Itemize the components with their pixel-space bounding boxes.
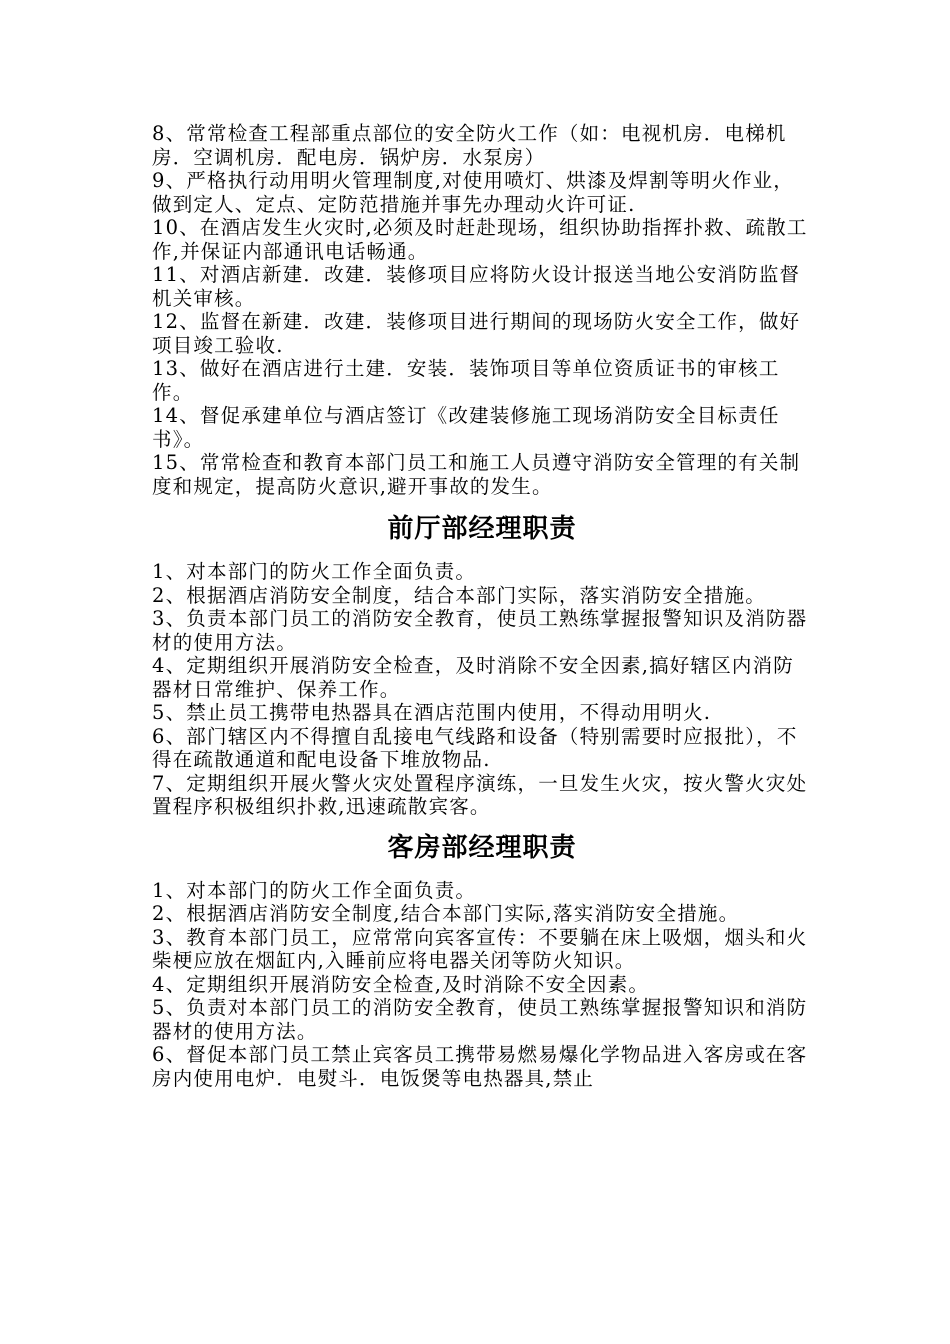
housekeeping-manager-section: [152, 831, 812, 1091]
document-page: [152, 122, 812, 1090]
duty-item: 6、部门辖区内不得擅自乱接电气线路和设备（特别需要时应报批），不得在疏散通道和配电设备下堆放物品.: [152, 724, 798, 771]
duty-item: 8、常常检查工程部重点部位的安全防火工作（如：电视机房．电梯机房．空调机房．配电房．锅炉房．水泵房）: [152, 122, 787, 169]
duty-item: 2、根据酒店消防安全制度,结合本部门实际,落实消防安全措施。: [152, 902, 740, 925]
section-heading: 前厅部经理职责: [387, 514, 577, 544]
engineering-duties-continued: [152, 122, 812, 498]
section-heading: 客房部经理职责: [387, 832, 577, 863]
duty-item: 13、做好在酒店进行土建．安装．装饰项目等单位资质证书的审核工作。: [152, 357, 780, 404]
duty-item: 5、禁止员工携带电热器具在酒店范围内使用，不得动用明火.: [152, 701, 712, 724]
duty-item: 3、教育本部门员工，应常常向宾客宣传：不要躺在床上吸烟，烟头和火柴梗应放在烟缸内,入睡前应将电器关闭等防火知识。: [152, 925, 808, 972]
duty-item: 2、根据酒店消防安全制度，结合本部门实际，落实消防安全措施。: [152, 583, 766, 607]
duty-item: 9、严格执行动用明火管理制度,对使用喷灯、烘漆及焊割等明火作业，做到定人、定点、定防范措施并事先办理动火许可证.: [152, 169, 795, 216]
duty-item: 12、监督在新建．改建．装修项目进行期间的现场防火安全工作，做好项目竣工验收.: [152, 310, 801, 357]
duty-item: 15、常常检查和教育本部门员工和施工人员遵守消防安全管理的有关制度和规定，提高防火意识,避开事故的发生。: [152, 451, 801, 498]
duty-item: 11、对酒店新建．改建．装修项目应将防火设计报送当地公安消防监督机关审核。: [152, 263, 801, 310]
duty-item: 4、定期组织开展消防安全检查，及时消除不安全因素,搞好辖区内消防器材日常维护、保养工作。: [152, 654, 795, 701]
duty-item: 5、负责对本部门员工的消防安全教育，使员工熟练掌握报警知识和消防器材的使用方法。: [152, 996, 808, 1043]
front-office-manager-section: [152, 512, 812, 819]
duty-item: 1、对本部门的防火工作全面负责。: [152, 878, 477, 902]
duty-item: 7、定期组织开展火警火灾处置程序演练，一旦发生火灾，按火警火灾处置程序积极组织扑救,迅速疏散宾客。: [152, 771, 808, 818]
duty-item: 10、在酒店发生火灾时,必须及时赶赴现场，组织协助指挥扑救、疏散工作,并保证内部通讯电话畅通。: [152, 216, 808, 263]
duty-item: 1、对本部门的防火工作全面负责。: [152, 560, 477, 583]
duty-item: 14、督促承建单位与酒店签订《改建装修施工现场消防安全目标责任书》。: [152, 404, 780, 451]
duty-item: 3、负责本部门员工的消防安全教育，使员工熟练掌握报警知识及消防器材的使用方法。: [152, 607, 808, 654]
duty-item: 6、督促本部门员工禁止宾客员工携带易燃易爆化学物品进入客房或在客房内使用电炉．电熨斗．电饭煲等电热器具,禁止: [152, 1043, 808, 1090]
duty-item: 4、定期组织开展消防安全检查,及时消除不安全因素。: [152, 972, 650, 996]
